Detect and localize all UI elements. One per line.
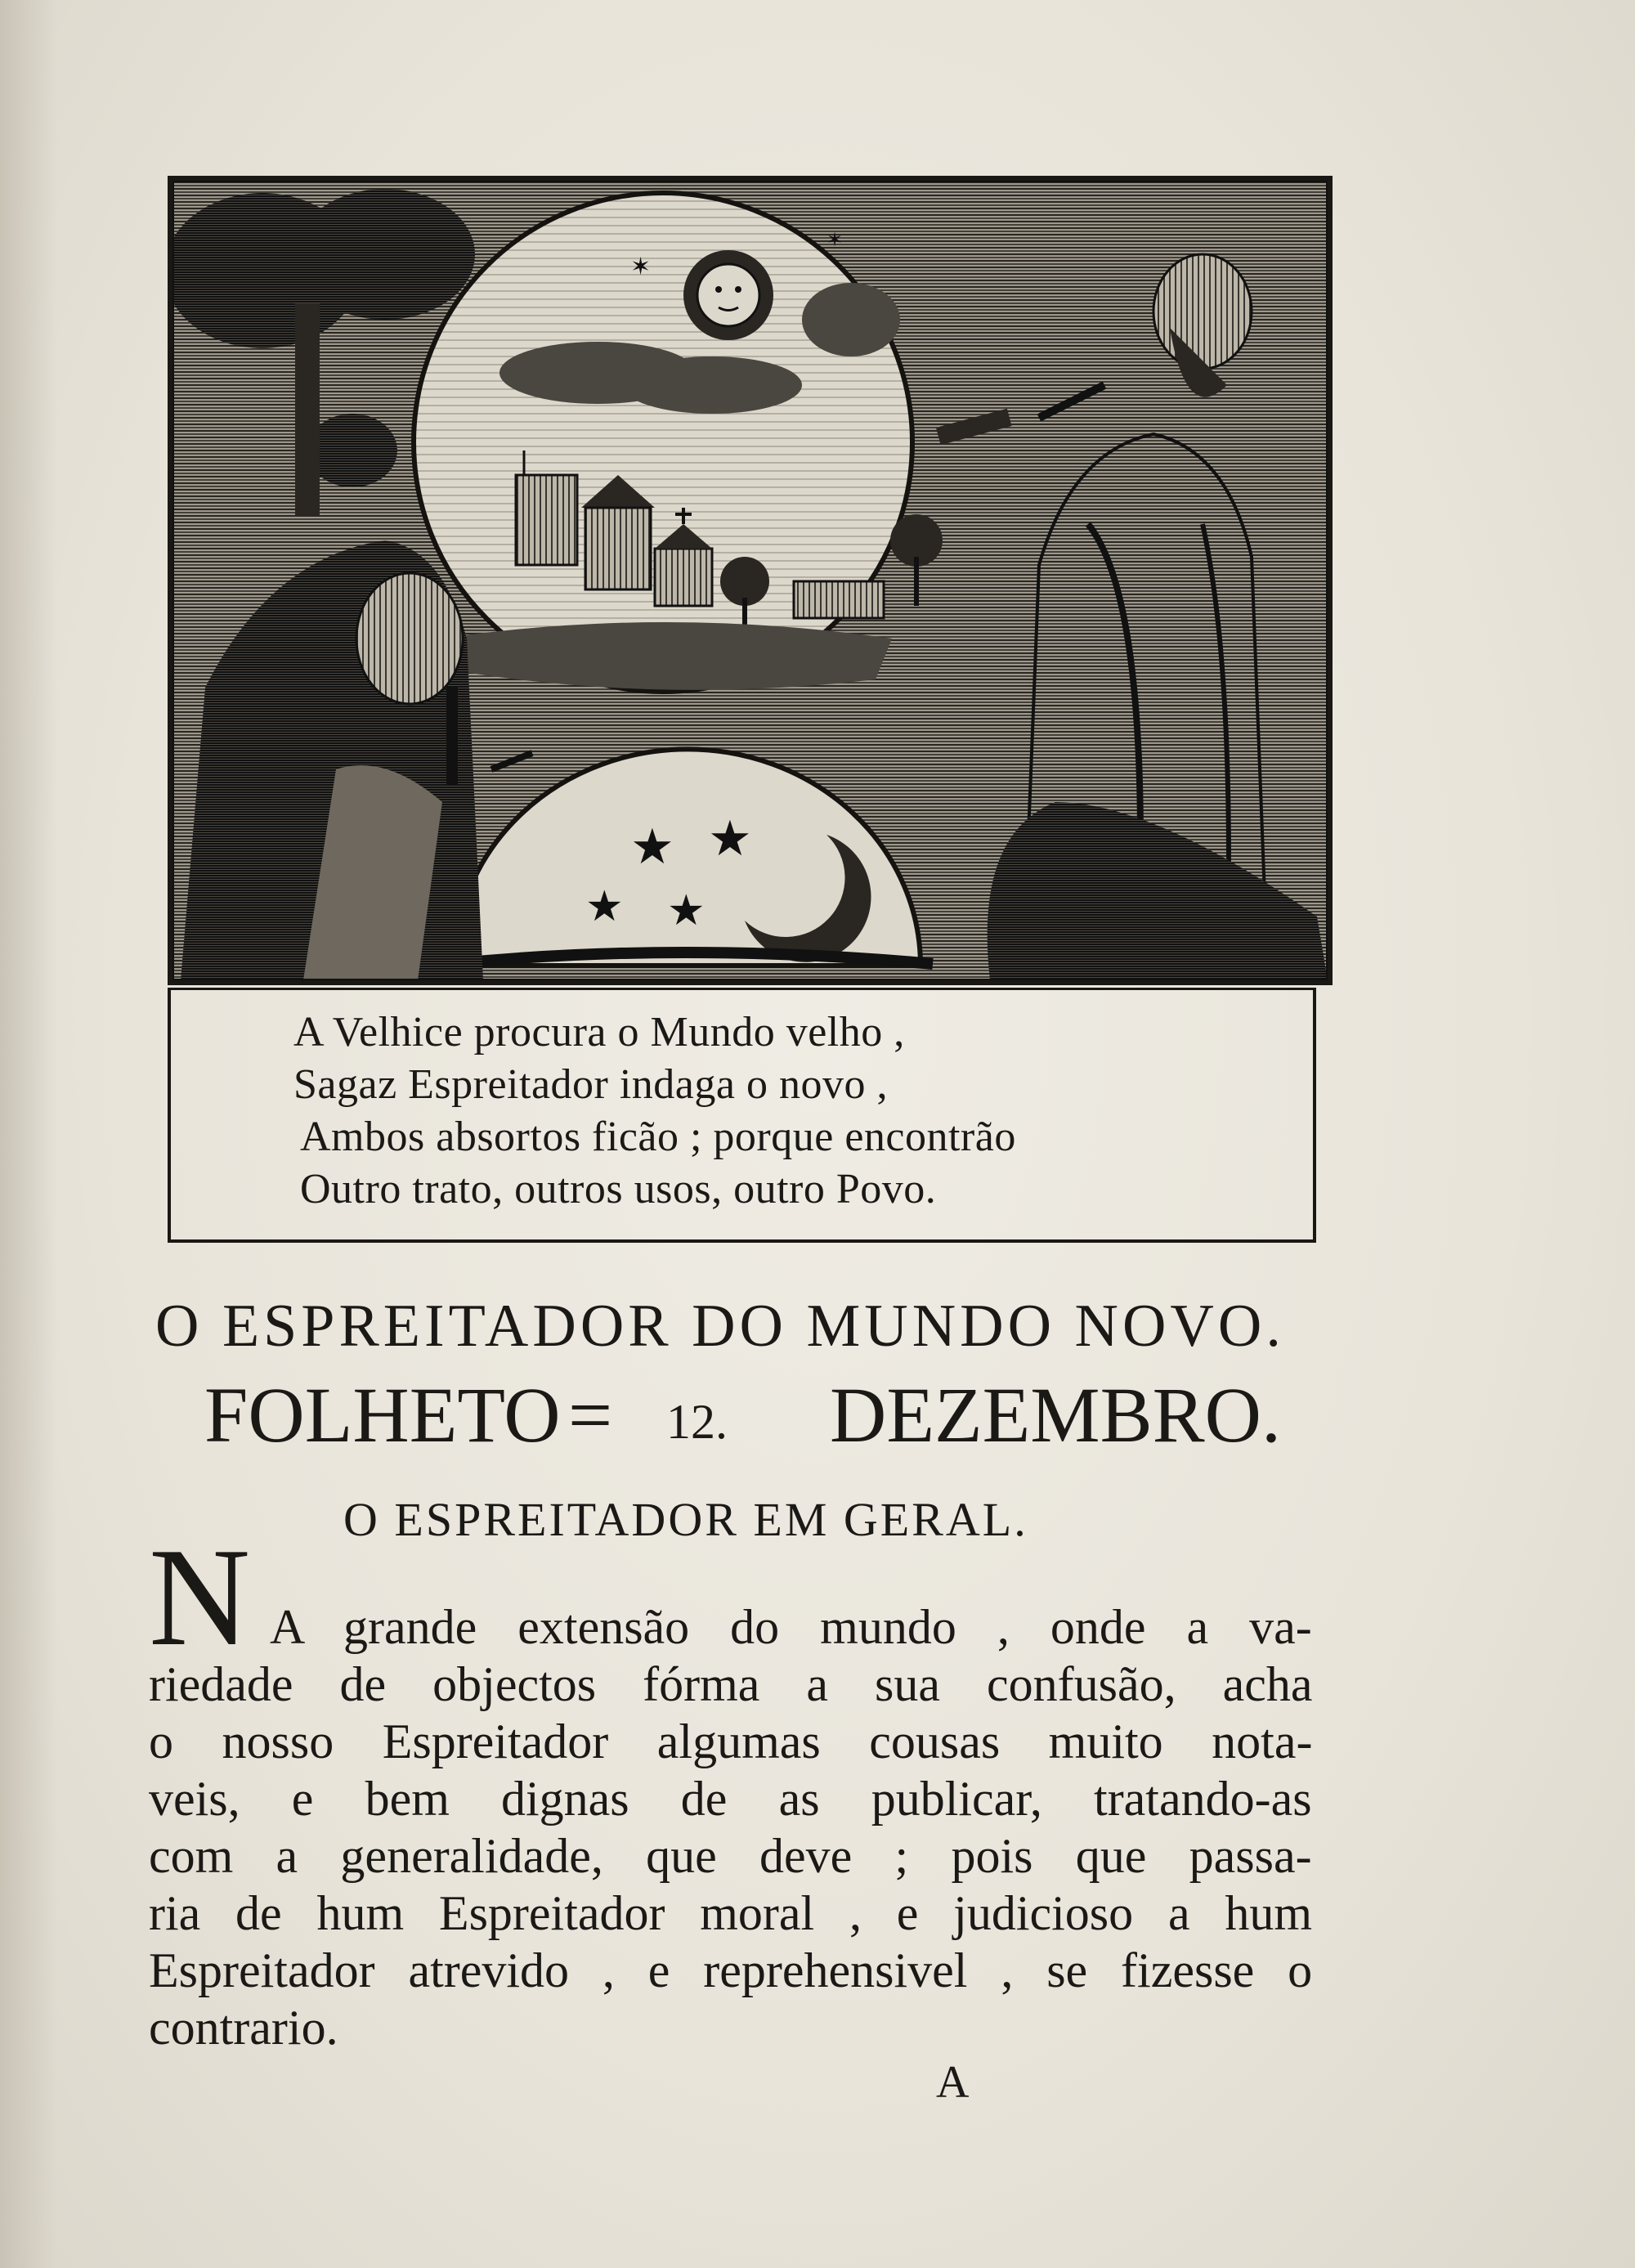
caption-line-2: Sagaz Espreitador indaga o novo , <box>293 1061 888 1108</box>
issue-separator: = <box>568 1371 613 1459</box>
svg-text:★: ★ <box>630 818 674 876</box>
issue-month: DEZEMBRO. <box>830 1371 1281 1459</box>
section-heading: O ESPREITADOR EM GERAL. <box>343 1493 1028 1546</box>
issue-label: FOLHETO <box>204 1371 561 1459</box>
svg-text:✶: ✶ <box>826 228 844 251</box>
svg-text:✶: ✶ <box>630 253 652 281</box>
drop-cap: N <box>149 1520 251 1675</box>
signature-mark: A <box>936 2057 970 2108</box>
body-line-1: A grande extensão do mundo , onde a va- <box>270 1600 1312 1654</box>
body-line-7: Espreitador atrevido , e reprehensivel , se fizesse o <box>149 1943 1313 1997</box>
sun-icon <box>683 250 773 340</box>
woodcut-svg <box>172 181 1328 980</box>
svg-text:★: ★ <box>667 886 706 935</box>
page-gutter-shadow <box>0 0 57 2268</box>
caption-line-1: A Velhice procura o Mundo velho , <box>293 1009 905 1056</box>
caption-box <box>168 988 1316 1243</box>
body-line-5: com a generalidade, que deve ; pois que passa- <box>149 1829 1312 1883</box>
body-line-3: o nosso Espreitador algumas cousas muito nota- <box>149 1714 1313 1768</box>
caption-line-3: Ambos absortos ficão ; porque encontrão <box>300 1114 1016 1160</box>
issue-number: 12. <box>666 1395 728 1449</box>
body-line-8: contrario. <box>149 2001 338 2055</box>
caption-line-4: Outro trato, outros usos, outro Povo. <box>300 1166 937 1212</box>
body-line-6: ria de hum Espreitador moral , e judicioso a hum <box>149 1886 1313 1940</box>
svg-text:★: ★ <box>708 810 752 867</box>
woodcut-illustration <box>168 176 1333 985</box>
publication-title: O ESPREITADOR DO MUNDO NOVO. <box>155 1293 1285 1360</box>
svg-text:★: ★ <box>585 882 624 931</box>
body-line-4: veis, e bem dignas de as publicar, tratando-as <box>149 1772 1312 1826</box>
body-line-2: riedade de objectos fórma a sua confusão, acha <box>149 1657 1313 1711</box>
